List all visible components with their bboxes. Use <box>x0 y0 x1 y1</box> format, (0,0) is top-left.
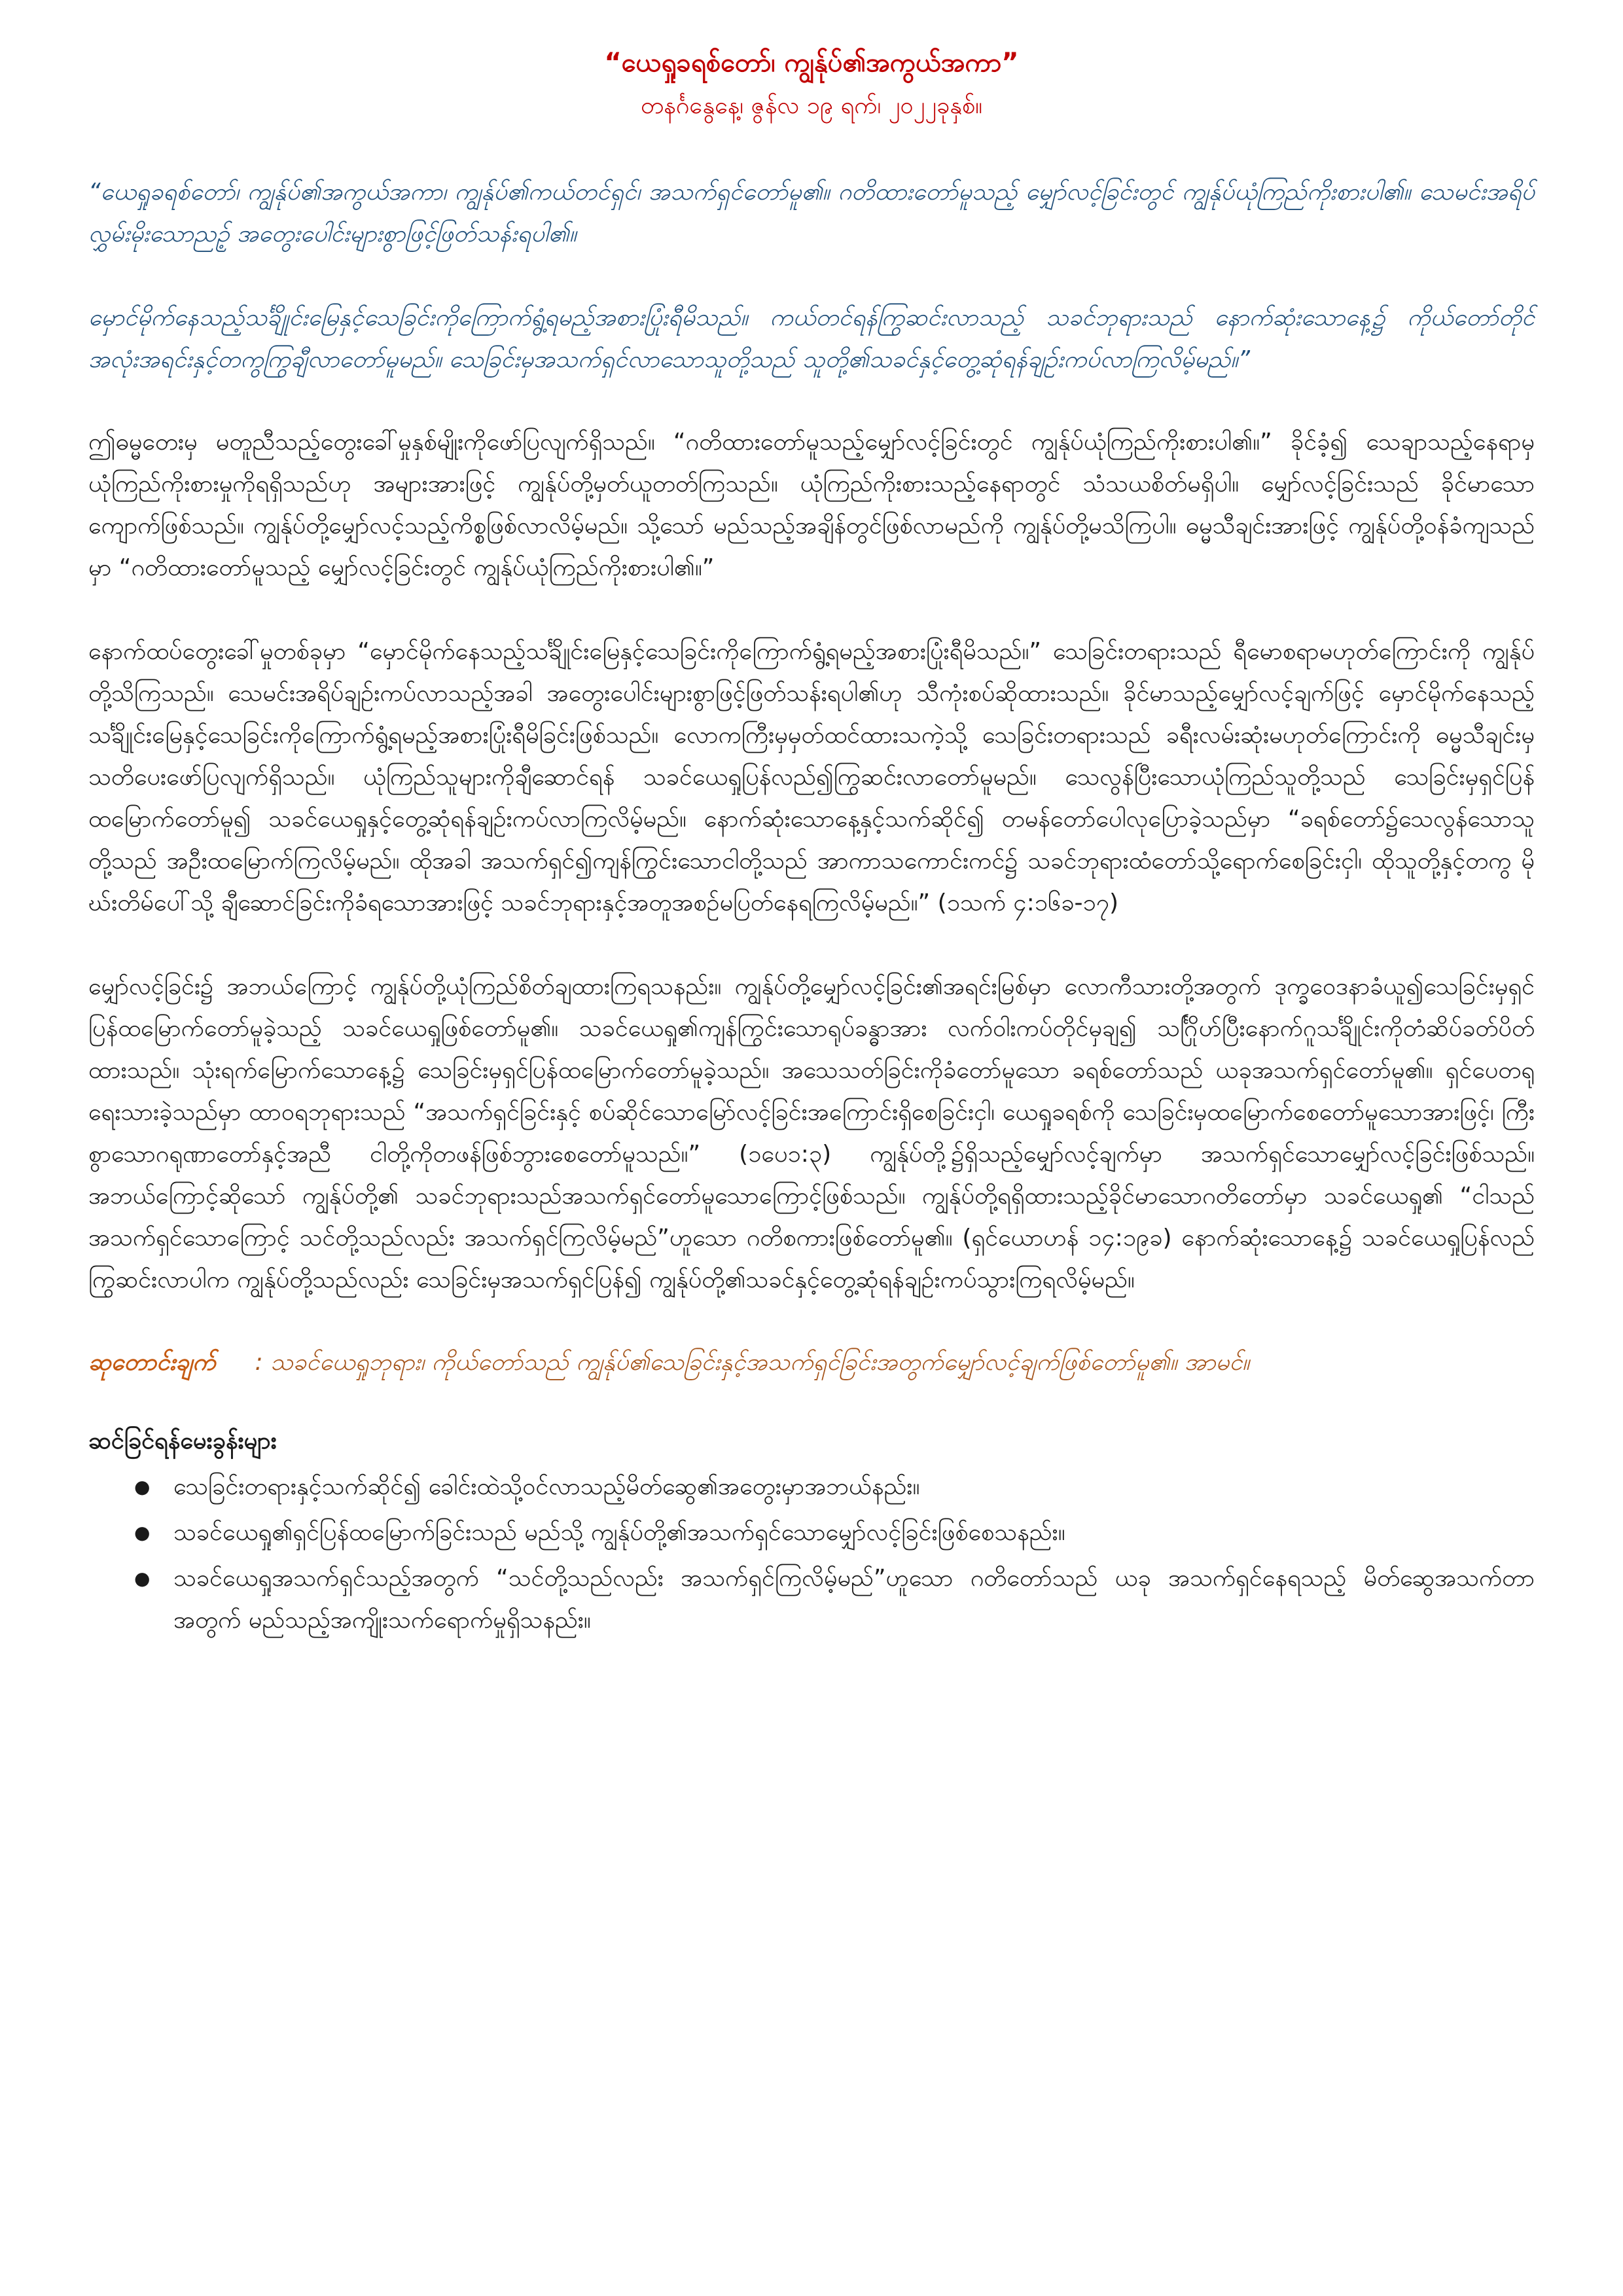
document-header <box>88 43 1535 126</box>
bullet-icon: ● <box>134 1568 151 1589</box>
page-title: “ယေရှုခရစ်တော်၊ ကျွန်ုပ်၏အကွယ်အကာ” <box>604 48 1019 78</box>
body-paragraph-1: ဤဓမ္မတေးမှ မတူညီသည့်တွေးခေါ်မှုနှစ်မျိုးကိုဖော်ပြလျက်ရှိသည်။ “ဂတိထားတော်မူသည့်မျှော်လင့်ခြင်းတွင် ကျွန်ုပ်ယုံကြည်ကိုးစားပါ၏။” ခိုင်ခံ့၍ သေချာသည့်နေရာမှ ယုံကြည်ကိုးစားမှုကိုရရှိသည်ဟု အများအားဖြင့် ကျွန်ုပ်တို့မှတ်ယူတတ်ကြသည်။ ယုံကြည်ကိုးစားသည့်နေရာတွင် သံသယစိတ်မရှိပါ။ မျှော်လင့်ခြင်းသည် ခိုင်မာသောကျောက်ဖြစ်သည်။ ကျွန်ုပ်တို့မျှော်လင့်သည့်ကိစ္စဖြစ်လာလိမ့်မည်။ သို့သော် မည်သည့်အချိန်တွင်ဖြစ်လာမည်ကို ကျွန်ုပ်တို့မသိကြပါ။ ဓမ္မသီချင်းအားဖြင့် ကျွန်ုပ်တို့ဝန်ခံကျသည်မှာ “ဂတိထားတော်မူသည့် မျှော်လင့်ခြင်းတွင် ကျွန်ုပ်ယုံကြည်ကိုးစားပါ၏။” <box>88 429 1535 581</box>
question-text: သေခြင်းတရားနှင့်သက်ဆိုင်၍ ခေါင်းထဲသို့ဝင်လာသည့်မိတ်ဆွေ၏အတွေးမှာအဘယ်နည်း။ <box>173 1473 920 1500</box>
question-text: သခင်ယေရှုအသက်ရှင်သည့်အတွက် “သင်တို့သည်လည်း အသက်ရှင်ကြလိမ့်မည်”ဟူသော ဂတိတော်သည် ယခု အသက်ရှင်နေရသည့် မိတ်ဆွေအသက်တာအတွက် မည်သည့်အကျိုးသက်ရောက်မှုရှိသနည်း။ <box>173 1565 1535 1634</box>
questions-heading: ဆင်ခြင်ရန်မေးခွန်းများ <box>88 1427 277 1454</box>
bullet-icon: ● <box>134 1476 151 1498</box>
prayer-line <box>88 1342 1535 1384</box>
prayer-label: ဆုတောင်းချက် <box>88 1349 216 1376</box>
question-text: သခင်ယေရှု၏ရှင်ပြန်ထမြောက်ခြင်းသည် မည်သို့ ကျွန်ုပ်တို့၏အသက်ရှင်သောမျှော်လင့်ခြင်းဖြစ်စေသနည်း။ <box>173 1519 1065 1546</box>
hymn-verse-1: “ယေရှုခရစ်တော်၊ ကျွန်ုပ်၏အကွယ်အကာ၊ ကျွန်ုပ်၏ကယ်တင်ရှင်၊ အသက်ရှင်တော်မူ၏။ ဂတိထားတော်မူသည့် မျှော်လင့်ခြင်းတွင် ကျွန်ုပ်ယုံကြည်ကိုးစားပါ၏။ သေမင်းအရိပ်လွှမ်းမိုးသောညဉ့် အတွေးပေါင်းများစွာဖြင့်ဖြတ်သန်းရပါ၏။ <box>88 179 1535 247</box>
list-item <box>88 1558 1535 1641</box>
hymn-verse-2: မှောင်မိုက်နေသည့်သင်္ချိုင်းမြေနှင့်သေခြင်းကိုကြောက်ရွံ့ရမည့်အစားပြုံးရီမိသည်။ ကယ်တင်ရန်ကြွဆင်းလာသည့် သခင်ဘုရားသည် နောက်ဆုံးသောနေ့၌ ကိုယ်တော်တိုင်အလုံးအရင်းနှင့်တကွကြွချီလာတော်မူမည်။ သေခြင်းမှအသက်ရှင်လာသောသူတို့သည် သူတို့၏သခင်နှင့်တွေ့ဆုံရန်ချဉ်းကပ်လာကြလိမ့်မည်။” <box>88 304 1535 373</box>
prayer-text: သခင်ယေရှုဘုရား၊ ကိုယ်တော်သည် ကျွန်ုပ်၏သေခြင်းနှင့်အသက်ရှင်ခြင်းအတွက်မျှော်လင့်ချက်ဖြစ်တော်မူ၏။ အာမင်။ <box>270 1349 1250 1376</box>
questions-list <box>88 1466 1535 1641</box>
list-item <box>88 1512 1535 1554</box>
body-paragraph-3: မျှော်လင့်ခြင်း၌ အဘယ်ကြောင့် ကျွန်ုပ်တို့ယုံကြည်စိတ်ချထားကြရသနည်း။ ကျွန်ုပ်တို့မျှော်လင့်ခြင်း၏အရင်းမြစ်မှာ လောကီသားတို့အတွက် ဒုက္ခဝေဒနာခံယူ၍သေခြင်းမှရှင်ပြန်ထမြောက်တော်မူခဲ့သည့် သခင်ယေရှုဖြစ်တော်မူ၏။ သခင်ယေရှု၏ကျန်ကြွင်းသောရုပ်ခန္ဓာအား လက်ဝါးကပ်တိုင်မှချ၍ သင်္ဂြိုဟ်ပြီးနောက်ဂူသင်္ချိုင်းကိုတံဆိပ်ခတ်ပိတ်ထားသည်။ သုံးရက်မြောက်သောနေ့၌ သေခြင်းမှရှင်ပြန်ထမြောက်တော်မူခဲ့သည်။ အသေသတ်ခြင်းကိုခံတော်မူသော ခရစ်တော်သည် ယခုအသက်ရှင်တော်မူ၏။ ရှင်ပေတရုရေးသားခဲ့သည်မှာ ထာဝရဘုရားသည် “အသက်ရှင်ခြင်းနှင့် စပ်ဆိုင်သောမြော်လင့်ခြင်းအကြောင်းရှိစေခြင်းငှါ၊ ယေရှုခရစ်ကို သေခြင်းမှထမြောက်စေတော်မူသောအားဖြင့်၊ ကြီးစွာသောဂရုဏာတော်နှင့်အညီ ငါတို့ကိုတဖန်ဖြစ်ဘွားစေတော်မူသည်။” (၁ပေ၁:၃) ကျွန်ုပ်တို့၌ရှိသည့်မျှော်လင့်ချက်မှာ အသက်ရှင်သောမျှော်လင့်ခြင်းဖြစ်သည်။ အဘယ်ကြောင့်ဆိုသော် ကျွန်ုပ်တို့၏ သခင်ဘုရားသည်အသက်ရှင်တော်မူသောကြောင့်ဖြစ်သည်။ ကျွန်ုပ်တို့ရရှိထားသည့်ခိုင်မာသောဂတိတော်မှာ သခင်ယေရှု၏ “ငါသည်အသက်ရှင်သောကြောင့် သင်တို့သည်လည်း အသက်ရှင်ကြလိမ့်မည်”ဟူသော ဂတိစကားဖြစ်တော်မူ၏။ (ရှင်ယောဟန် ၁၄:၁၉ခ) နောက်ဆုံးသောနေ့၌ သခင်ယေရှုပြန်လည်ကြွဆင်းလာပါက ကျွန်ုပ်တို့သည်လည်း သေခြင်းမှအသက်ရှင်ပြန်၍ ကျွန်ုပ်တို့၏သခင်နှင့်တွေ့ဆုံရန်ချဉ်းကပ်သွားကြရလိမ့်မည်။ <box>88 973 1535 1293</box>
list-item <box>88 1466 1535 1508</box>
bullet-icon: ● <box>134 1522 151 1543</box>
prayer-separator: : <box>255 1349 263 1376</box>
body-paragraph-2: နောက်ထပ်တွေးခေါ်မှုတစ်ခုမှာ “မှောင်မိုက်နေသည့်သင်္ချိုင်းမြေနှင့်သေခြင်းကိုကြောက်ရွံ့ရမည့်အစားပြုံးရီမိသည်။” သေခြင်းတရားသည် ရီမောစရာမဟုတ်ကြောင်းကို ကျွန်ုပ်တို့သိကြသည်။ သေမင်းအရိပ်ချဉ်းကပ်လာသည့်အခါ အတွေးပေါင်းများစွာဖြင့်ဖြတ်သန်းရပါ၏ဟု သီကုံးစပ်ဆိုထားသည်။ ခိုင်မာသည့်မျှော်လင့်ချက်ဖြင့် မှောင်မိုက်နေသည့် သင်္ချိုင်းမြေနှင့်သေခြင်းကိုကြောက်ရွံ့ရမည့်အစားပြုံးရီမိခြင်းဖြစ်သည်။ လောကကြီးမှမှတ်ထင်ထားသကဲ့သို့ သေခြင်းတရားသည် ခရီးလမ်းဆုံးမဟုတ်ကြောင်းကို ဓမ္မသီချင်းမှသတိပေးဖော်ပြလျက်ရှိသည်။ ယုံကြည်သူများကိုချီဆောင်ရန် သခင်ယေရှုပြန်လည်၍ကြွဆင်းလာတော်မူမည်။ သေလွန်ပြီးသောယုံကြည်သူတို့သည် သေခြင်းမှရှင်ပြန်ထမြောက်တော်မူ၍ သခင်ယေရှုနှင့်တွေ့ဆုံရန်ချဉ်းကပ်လာကြလိမ့်မည်။ နောက်ဆုံးသောနေ့နှင့်သက်ဆိုင်၍ တမန်တော်ပေါလုပြောခဲ့သည်မှာ “ခရစ်တော်၌သေလွန်သောသူတို့သည် အဦးထမြောက်ကြလိမ့်မည်။ ထိုအခါ အသက်ရှင်၍ကျန်ကြွင်းသောငါတို့သည် အာကာသကောင်းကင်၌ သခင်ဘုရားထံတော်သို့ရောက်စေခြင်းငှါ၊ ထိုသူတို့နှင့်တကွ မိုဃ်းတိမ်ပေါ်သို့ ချီဆောင်ခြင်းကိုခံရသောအားဖြင့် သခင်ဘုရားနှင့်အတူအစဉ်မပြတ်နေရကြလိမ့်မည်။” (၁သက် ၄:၁၆ခ-၁၇) <box>88 638 1535 916</box>
date-subtitle: တနင်္ဂနွေနေ့၊ ဇွန်လ ၁၉ ရက်၊ ၂၀၂၂ခုနှစ်။ <box>641 92 982 119</box>
